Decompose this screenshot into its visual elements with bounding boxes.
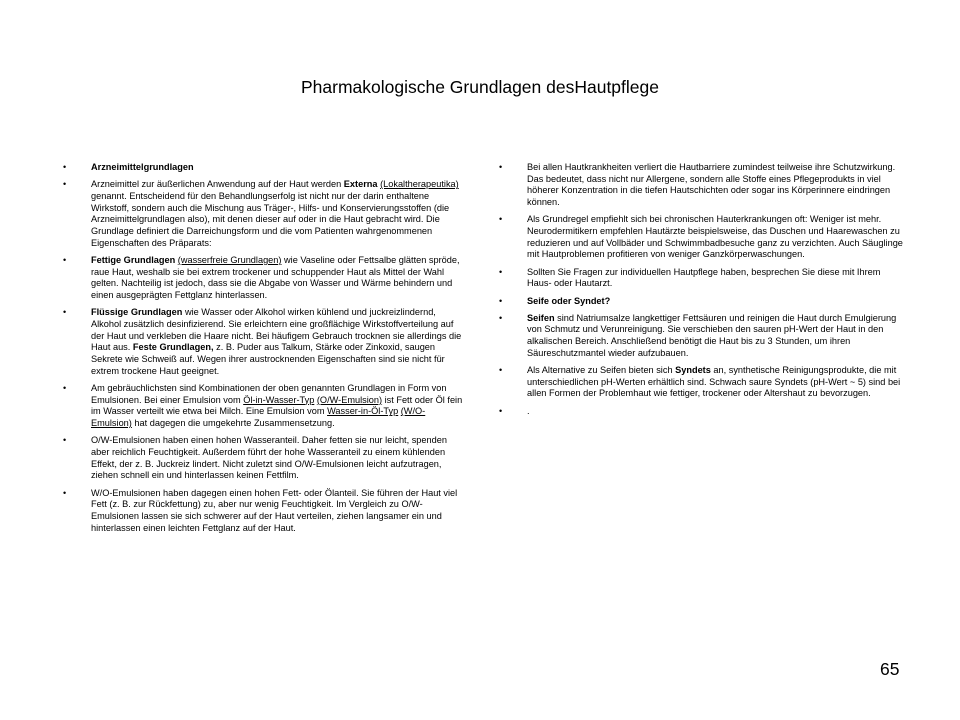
body-text: wie Wasser oder Alkohol wirken kühlend und juckreizlindernd, Alkohol zusätzlich desinfizierend. Sie erleichtern eine großflächige Wirkstoffverteilung auf der Haut und verkleben die Haare nicht. Bei häufigem Gebrauch trocknen sie allerdings die Haut aus. [91,307,462,353]
heading-text: Seife oder Syndet? [527,295,611,306]
bullet-icon: • [63,435,67,446]
list-item-seifen [499,313,907,360]
bold-term: Seifen [527,312,555,323]
link-wasser-in-oel-typ[interactable]: Wasser-in-Öl-Typ [327,406,399,417]
body-text: W/O-Emulsionen haben dagegen einen hohen Fett- oder Ölanteil. Sie führen der Haut viel Fett (z. B. zur Rückfettung) zu, aber nur wenig Feuchtigkeit. Im Vergleich zu O/W-Emulsionen lassen sie sich schwerer auf der Haut verteilen, ziehen langsamer ein und hinterlassen einen leichten Fettglanz auf der Haut. [91,487,458,533]
body-text: Als Alternative zu Seifen bieten sich [527,365,676,376]
bullet-icon: • [499,312,503,323]
list-item-wo-emulsionen [63,488,465,535]
body-text: sind Natriumsalze langkettiger Fettsäuren und reinigen die Haut durch Emulgierung von Schmutz und Verunreinigung. Sie verschieben den sauren pH-Wert der Haut in den alkalischen Bereich. Anschließend benötigt die Haut bis zu 3 Stunden, um ihren Säureschutzmantel wieder aufzubauen. [527,312,897,358]
body-text: Am gebräuchlichsten sind Kombinationen der oben genannten Grundlagen in Form von Emulsionen. Bei einer Emulsion vom [91,382,447,405]
bullet-icon: • [499,365,503,376]
list-item-fettige-grundlagen [63,255,465,302]
list-item-emulsionen [63,383,465,430]
left-bullet-list [63,162,465,540]
bullet-icon: • [499,405,503,416]
list-item-seife-oder-syndet [499,296,907,308]
heading-text: Arzneimittelgrundlagen [91,162,194,172]
body-text: Als Grundregel empfiehlt sich bei chronischen Hauterkrankungen oft: Weniger ist mehr. Neurodermitikern empfehlen Hautärzte beispielsweise, das Duschen und Haarewaschen zu reduzieren und auf Vollbäder und Schwimmbadbesuche ganz zu verzichten. Auch Säuglinge mit Hautproblemen profitieren von weniger Ganzkörperwaschungen. [527,214,903,260]
bullet-icon: • [63,254,67,265]
body-text: Sollten Sie Fragen zur individuellen Hautpflege haben, besprechen Sie diese mit Ihrem Haus- oder Hautarzt. [527,266,881,289]
bold-term: Fettige Grundlagen [91,254,176,265]
bullet-icon: • [63,179,67,190]
link-oel-in-wasser-typ[interactable]: Öl-in-Wasser-Typ [243,394,315,405]
list-item-arzneimittelgrundlagen [63,162,465,174]
bold-term: Externa [343,179,378,190]
link-wo-emulsion[interactable]: (W/O-Emulsion) [91,406,426,429]
list-item-empty [499,406,907,418]
bold-term: Feste Grundlagen, [132,342,214,353]
page-number: 65 [880,659,900,679]
body-text: hat dagegen die umgekehrte Zusammensetzung. [131,418,335,429]
body-text: . [527,405,530,416]
list-item-externa [63,179,465,249]
body-text: an, synthetische Reinigungsprodukte, die mit unterschiedlichen pH-Werten erhältlich sind. Schwach saure Syndets (pH-Wert ~ 5) sind bei allen Formen der Problemhaut wie fettiger, trockener oder Altershaut zu bevorzugen. [527,365,901,399]
body-text: O/W-Emulsionen haben einen hohen Wasseranteil. Daher fetten sie nur leicht, spenden aber reichlich Feuchtigkeit. Außerdem führt der hohe Wasseranteil zu einem kühlenden Effekt, der z. B. Juckreiz lindert. Nicht zuletzt sind O/W-Emulsionen leicht aufzutragen, ziehen schnell ein und hinterlassen keinen Fettfilm. [91,435,447,481]
right-bullet-list [499,162,907,423]
list-item-fluessige-grundlagen [63,307,465,377]
body-text: wie Vaseline oder Fettsalbe glätten spröde, raue Haut, weshalb sie bei extrem trockener und schuppender Haut als Mittel der Wahl gelten. Nachteilig ist jedoch, dass sie die Abgabe von Wasser und Wärme behindern und einen ausgeprägten Fettglanz hinterlassen. [91,254,460,301]
bullet-icon: • [499,266,503,277]
body-text: Bei allen Hautkrankheiten verliert die Hautbarriere zumindest teilweise ihre Schutzwirkung. Das bedeutet, dass nicht nur Allergene, sondern alle Stoffe eines Pflegeprodukts in viel höherer Konzentration in die tiefen Hautschichten oder sogar ins Körperinnere eindringen können. [527,162,896,208]
list-item-syndets [499,365,907,400]
list-item-grundregel [499,214,907,261]
link-wasserfreie-grundlagen[interactable]: (wasserfreie Grundlagen) [177,254,282,265]
link-lokaltherapeutika[interactable]: (Lokaltherapeutika) [380,179,459,190]
bullet-icon: • [499,162,503,172]
bold-term: Flüssige Grundlagen [91,307,183,318]
bullet-icon: • [499,214,503,225]
bold-term: Syndets [675,365,711,376]
body-text: z. B. Puder aus Talkum, Stärke oder Zinkoxid, saugen Sekrete wie Schweiß auf. Wegen ihrer austrocknenden Eigenschaften sind sie nicht für extrem trockene Haut geeignet. [91,342,445,376]
bullet-icon: • [63,162,67,172]
list-item-hautbarriere [499,162,907,209]
list-item-fragen [499,267,907,290]
link-ow-emulsion[interactable]: (O/W-Emulsion) [316,394,383,405]
body-text: Arzneimittel zur äußerlichen Anwendung auf der Haut werden [91,179,344,190]
slide-title: Pharmakologische Grundlagen desHautpflege [300,77,659,97]
bullet-icon: • [63,382,67,393]
body-text: ist Fett oder Öl fein im Wasser verteilt wie etwa bei Milch. Eine Emulsion vom [91,394,463,417]
bullet-icon: • [63,487,67,498]
list-item-ow-emulsionen [63,435,465,482]
bullet-icon: • [63,307,67,318]
bullet-icon: • [499,295,503,306]
body-text: genannt. Entscheidend für den Behandlungserfolg ist nicht nur der darin enthaltene Wirkstoff, sondern auch die Mischung aus Träger-, Hilfs- und Konservierungsstoffen (die Arzneimittelgrundlagen also), mit denen dieser auf oder in die Haut gebracht wird. Die Grundlage definiert die Darreichungsform und die vom Patienten wahrgenommenen Eigenschaften des Präparats: [91,190,450,248]
